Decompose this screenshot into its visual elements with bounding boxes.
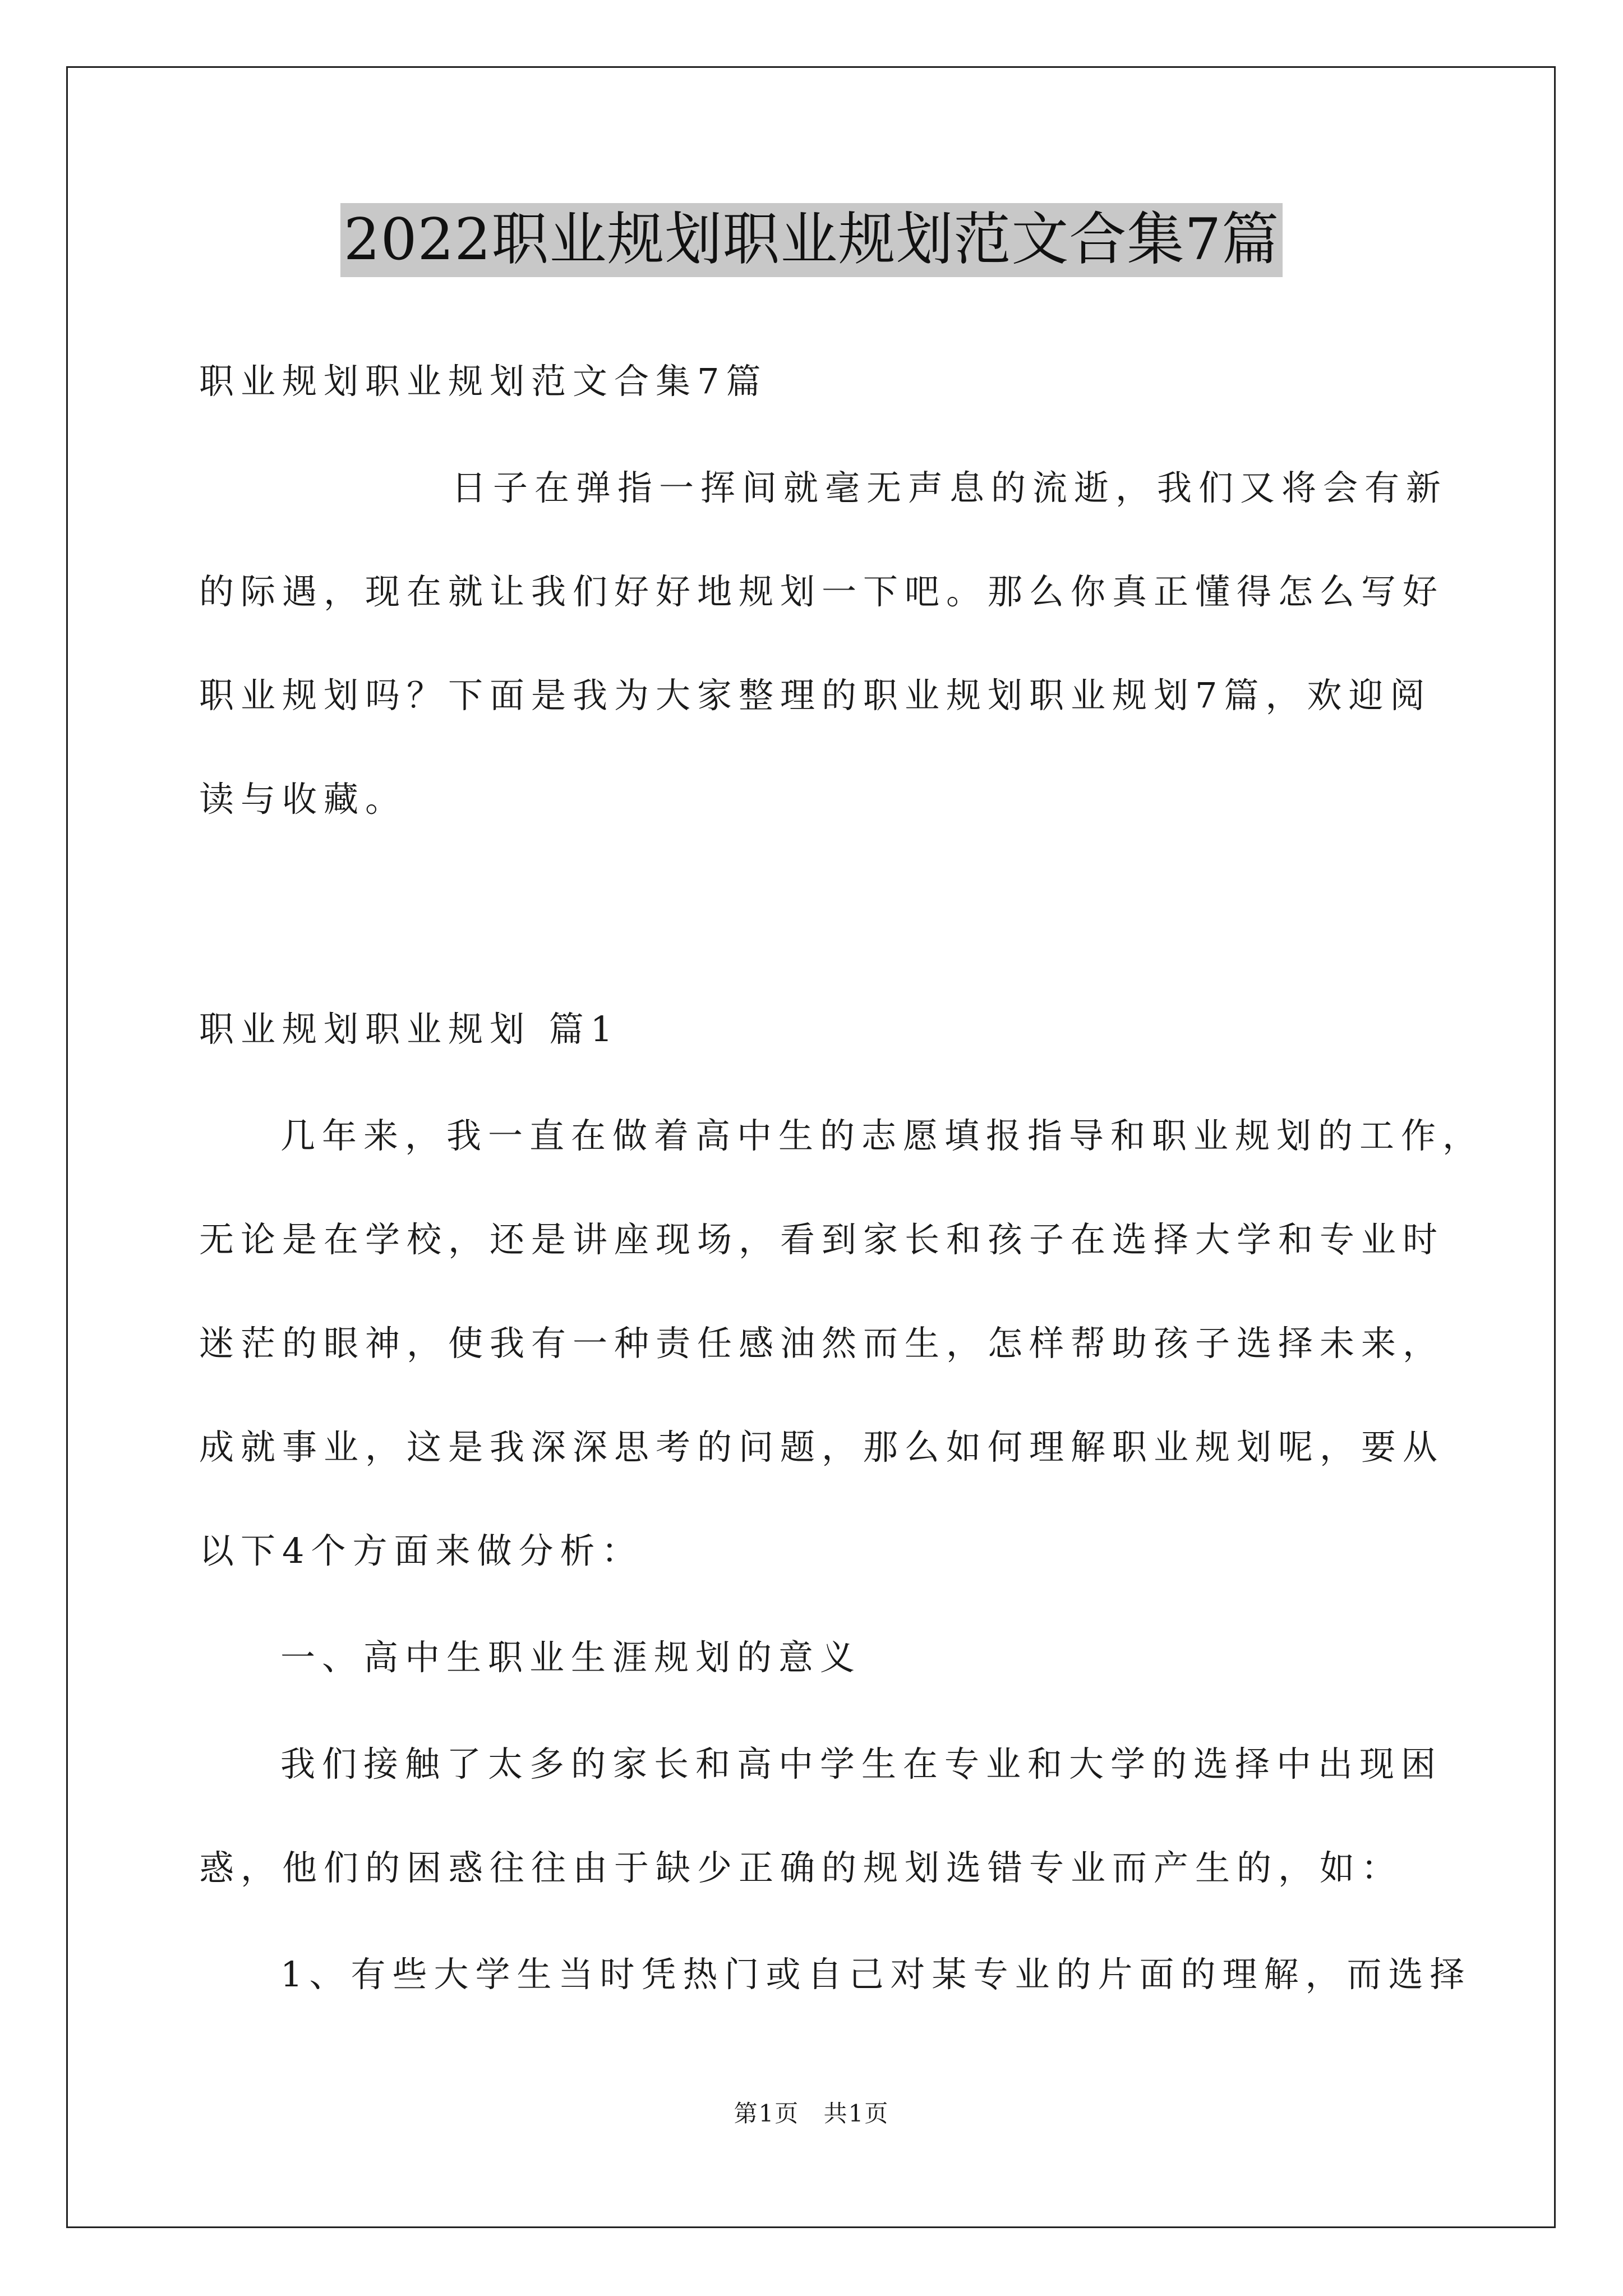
body-line-5: 以下4个方面来做分析： [199,1530,643,1571]
intro-line-4: 读与收藏。 [199,779,407,820]
body-line-9: 1、有些大学生当时凭热门或自己对某专业的片面的理解，而选择 [280,1954,1472,1995]
section-heading: 职业规划职业规划 篇1 [199,1009,620,1050]
intro-line-3: 职业规划吗？下面是我为大家整理的职业规划职业规划7篇，欢迎阅 [199,675,1432,716]
page-total: 共1页 [823,2100,889,2127]
document-title: 2022职业规划职业规划范文合集7篇 [340,203,1283,277]
document-subtitle: 职业规划职业规划范文合集7篇 [199,361,768,402]
page-footer [0,2095,1623,2129]
page-number: 第1页 [734,2100,800,2127]
body-line-3: 迷茫的眼神，使我有一种责任感油然而生，怎样帮助孩子选择未来， [199,1323,1445,1364]
body-line-4: 成就事业，这是我深深思考的问题，那么如何理解职业规划呢，要从 [199,1427,1445,1467]
subheading-line: 一、高中生职业生涯规划的意义 [280,1637,862,1678]
body-line-1: 几年来，我一直在做着高中生的志愿填报指导和职业规划的工作， [280,1115,1484,1156]
intro-line-1: 日子在弹指一挥间就毫无声息的流逝，我们又将会有新 [451,467,1448,508]
body-line-7: 我们接触了太多的家长和高中学生在专业和大学的选择中出现困 [280,1743,1443,1784]
body-line-8: 惑，他们的困惑往往由于缺少正确的规划选错专业而产生的，如： [199,1847,1403,1888]
title-wrap [0,203,1623,277]
intro-line-2: 的际遇，现在就让我们好好地规划一下吧。那么你真正懂得怎么写好 [199,571,1445,612]
body-line-2: 无论是在学校，还是讲座现场，看到家长和孩子在选择大学和专业时 [199,1219,1445,1260]
